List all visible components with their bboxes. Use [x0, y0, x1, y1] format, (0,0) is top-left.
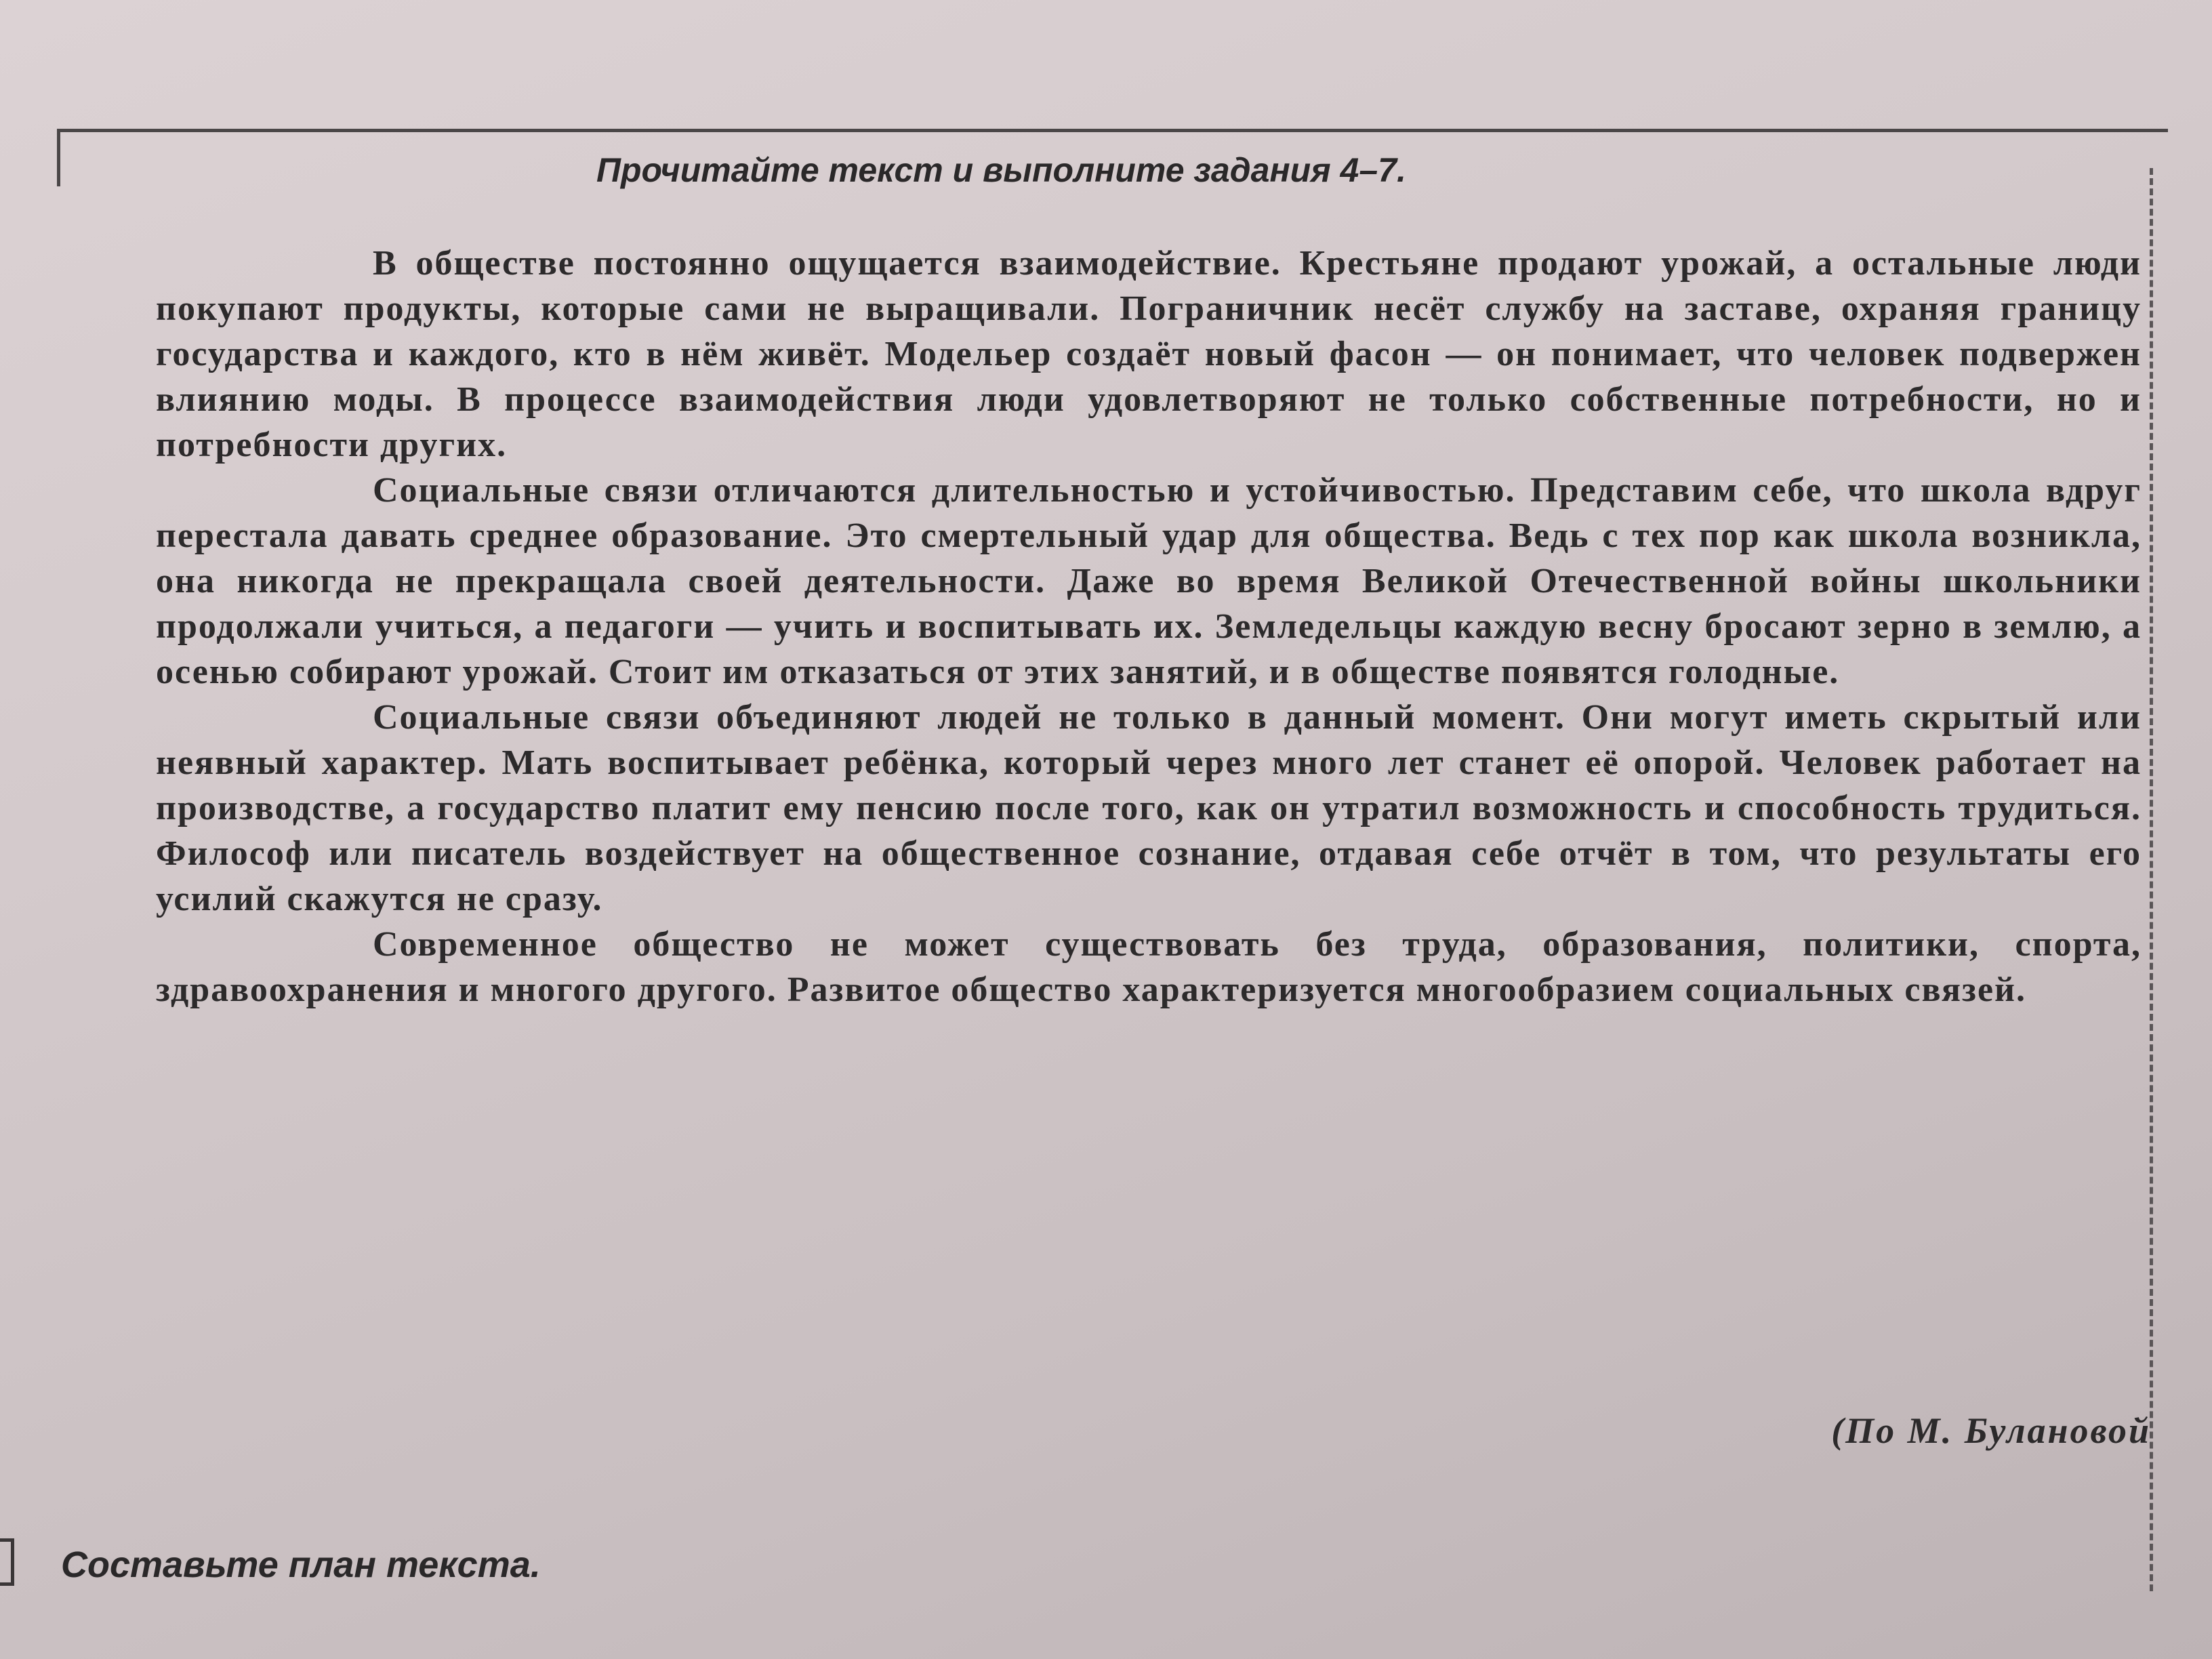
- task-number-box: [0, 1538, 14, 1586]
- paragraph: Социальные связи объединяют людей не только в данный момент. Они могут иметь скрытый или неявный характер. Мать воспитывает ребёнка, который через много лет станет её опорой. Человек работает на производстве, а государство платит ему пенсию после того, как он утратил возможность и способность трудиться. Философ или писатель воздействует на общественное сознание, отдавая себе отчёт в том, что результаты его усилий скажутся не сразу.: [156, 698, 2142, 918]
- paragraph: Социальные связи отличаются длительностью и устойчивостью. Представим себе, что школа вдруг перестала давать среднее образование. Это смертельный удар для общества. Ведь с тех пор как школа возникла, она никогда не прекращала своей деятельности. Даже во время Великой Отечественной войны школьники продолжали учиться, а педагоги — учить и воспитывать их. Земледельцы каждую весну бросают зерно в землю, а осенью собирают урожай. Стоит им отказаться от этих занятий, и в обществе появятся голодные.: [156, 471, 2142, 691]
- source-attribution: (По М. Булановой: [1831, 1410, 2151, 1451]
- paragraph: В обществе постоянно ощущается взаимодействие. Крестьяне продают урожай, а остальные люди покупают продукты, которые сами не выращивали. Пограничник несёт службу на заставе, охраняя границу государства и каждого, кто в нём живёт. Модельер создаёт новый фасон — он понимает, что человек подвержен влиянию моды. В процессе взаимодействия люди удовлетворяют не только собственные потребности, но и потребности других.: [156, 244, 2142, 464]
- paragraph: Современное общество не может существовать без труда, образования, политики, спорта, здравоохранения и многого другого. Развитое общество характеризуется многообразием социальных связей.: [156, 925, 2142, 1009]
- instruction-heading: Прочитайте текст и выполните задания 4–7.: [596, 151, 1406, 189]
- margin-dashed-rule: [2150, 168, 2153, 1591]
- reading-text: [156, 241, 2142, 1012]
- task-instruction: Составьте план текста.: [61, 1544, 541, 1585]
